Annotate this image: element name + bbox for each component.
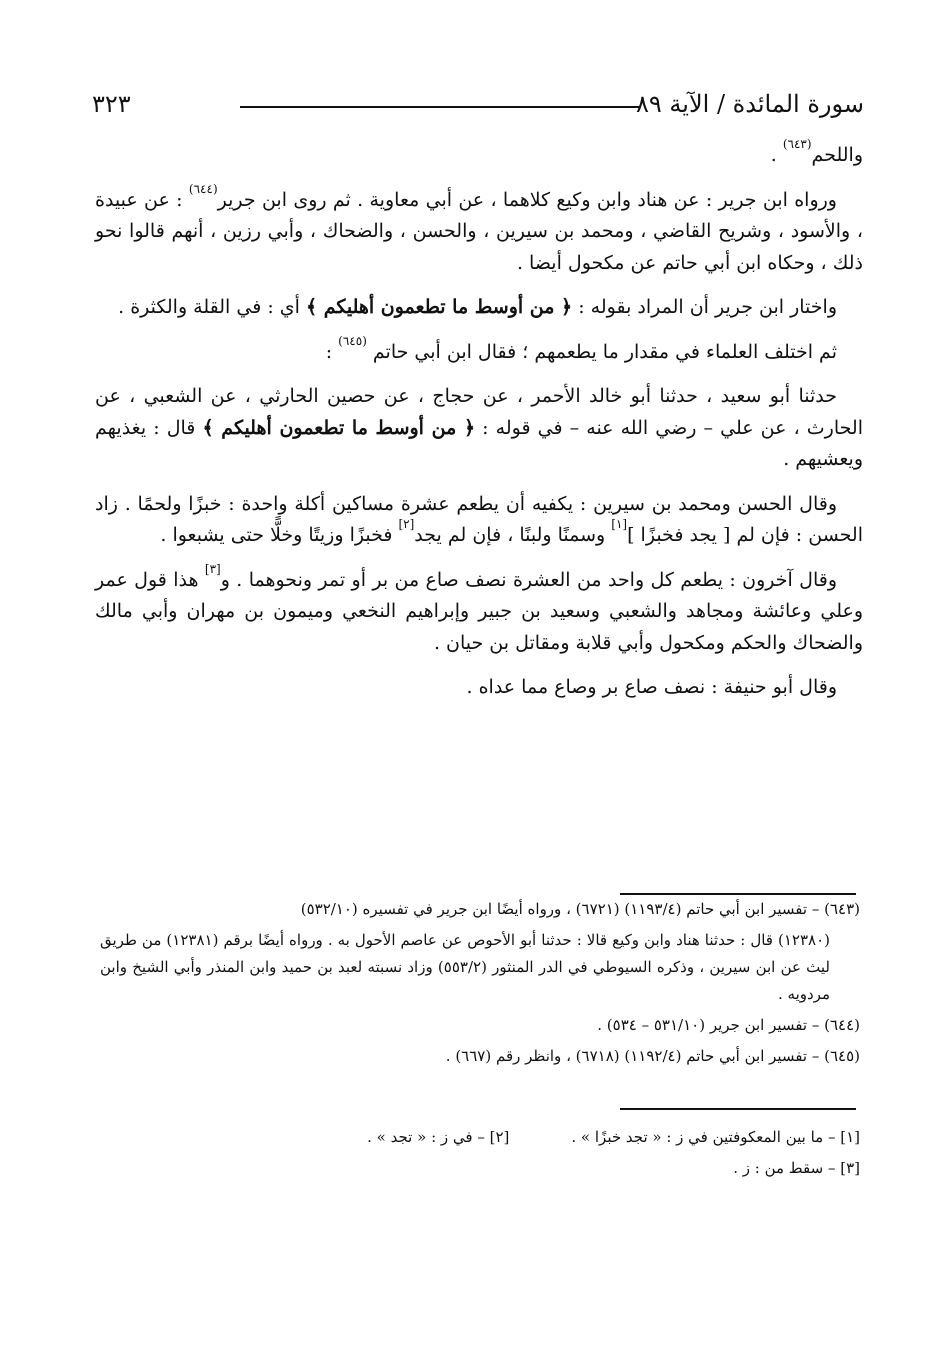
footnote-ref: (٦٤٤) [188,181,218,196]
header-rule [240,106,640,108]
variant-ref: [٢] [398,517,415,531]
variant-note-1: [١] – ما بين المعكوفتين في ز : « تجد خبزًا » . [571,1128,860,1146]
footnote-ref: (٦٤٥) [338,333,367,348]
footnote-rule [620,893,856,895]
footnote-643: (٦٤٣) – تفسير ابن أبي حاتم (١١٩٣/٤) (٦٧٢١) ، ورواه أيضًا ابن جرير في تفسيره (٥٣٢/١٠) [300,900,860,918]
paragraph-5: حدثنا أبو سعيد ، حدثنا أبو خالد الأحمر ، عن حجاج ، عن حصين الحارثي ، عن الشعبي ، عن الحارث ، عن علي – رضي الله عنه – في قوله : ﴿ من أوسط ما تطعمون أهليكم ﴾ قال : يغذيهم ويعشيهم . [95,385,863,470]
footnotes [100,896,860,1074]
variant-note-3: [٣] – سقط من : ز . [733,1159,860,1177]
paragraph-3: واختار ابن جرير أن المراد بقوله : ﴿ من أوسط ما تطعمون أهليكم ﴾ أي : في القلة والكثرة . [118,296,837,318]
paragraph-7: وقال آخرون : يطعم كل واحد من العشرة نصف صاع من بر أو تمر ونحوهما . و[٣] هذا قول عمر وعلي وعائشة ومجاهد والشعبي وسعيد بن جبير وإبراهيم النخعي وميمون بن مهران وأبي مالك والضحاك والحكم ومكحول وأبي قلابة ومقاتل بن حيان . [95,561,863,654]
variant-notes-rule [620,1108,856,1110]
variant-ref: [١] [611,517,628,531]
variant-ref: [٣] [204,561,221,576]
paragraph-8: وقال أبو حنيفة : نصف صاع بر وصاع مما عداه . [466,676,837,698]
paragraph-4: ثم اختلف العلماء في مقدار ما يطعمهم ؛ فقال ابن أبي حاتم $^{(٦٤٥)}$ : [325,333,837,363]
footnote-643-continued: (١٢٣٨٠) قال : حدثنا هناد وابن وكيع قالا : حدثنا أبو الأحوص عن عاصم الأحول به . ورواه أيضًا برقم (١٢٣٨١) من طريق ليث عن ابن سيرين ، وذكره السيوطي في الدر المنثور (٥٥٣/٢) وزاد نسبته لعبد بن حميد وابن المنذر وأبي الشيخ وابن مردويه . [100,931,831,1003]
paragraph-1: واللحم$^{(٦٤٣)}$ . [770,137,863,166]
quran-verse: ﴿ من أوسط ما تطعمون أهليكم ﴾ [202,416,476,439]
footnote-645: (٦٤٥) – تفسير ابن أبي حاتم (١١٩٢/٤) (٦٧١٨) ، وانظر رقم (٦٦٧) . [445,1047,860,1065]
page-header [92,90,864,120]
variant-note-2: [٢] – في ز : « تجد » . [367,1128,510,1146]
footnote-ref: (٦٤٣) [782,137,812,151]
variant-notes [100,1124,860,1186]
page-number: ٣٢٣ [92,90,131,118]
quran-verse: ﴿ من أوسط ما تطعمون أهليكم ﴾ [305,296,573,318]
main-text [95,137,863,717]
surah-title: سورة المائدة / الآية ٨٩ [636,90,864,118]
footnote-644: (٦٤٤) – تفسير ابن جرير (٥٣١/١٠ – ٥٣٤) . [597,1016,860,1034]
paragraph-2: ورواه ابن جرير : عن هناد وابن وكيع كلاهما ، عن أبي معاوية . ثم روى ابن جرير$^{(٦٤٤)}$ : عن عبيدة ، والأسود ، وشريح القاضي ، ومحمد بن سيرين ، والحسن ، والضحاك ، وأبي رزين ، أنهم قالوا نحو ذلك ، وحكاه ابن أبي حاتم عن مكحول أيضا . [95,181,863,274]
paragraph-6: وقال الحسن ومحمد بن سيرين : يكفيه أن يطعم عشرة مساكين أكلة واحدة : خبزًا ولحمًا . زاد الحسن : فإن لم [ يجد فخبزًا ][١] وسمنًا ولبنًا ، فإن لم يجد[٢] فخبزًا وزيتًا وخلًّا حتى يشبعوا . [95,492,863,546]
